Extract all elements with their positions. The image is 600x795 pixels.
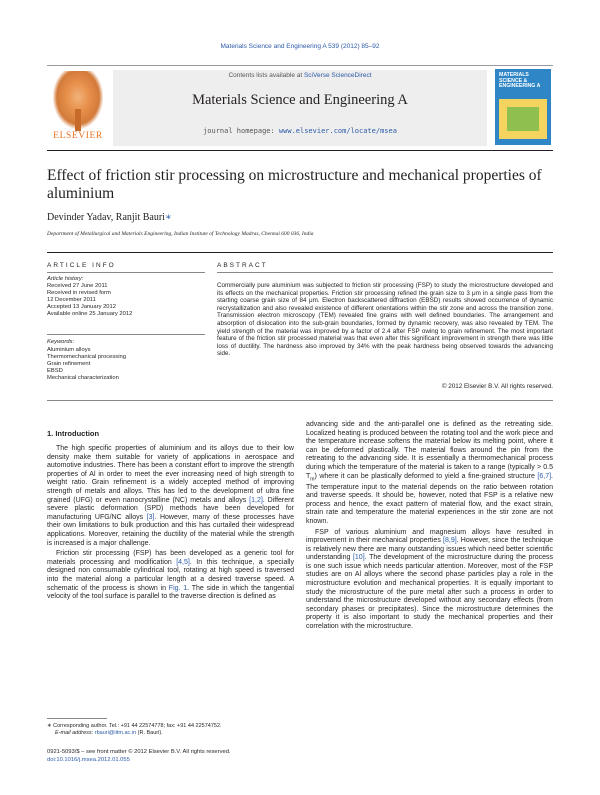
email-link[interactable]: rbauri@iitm.ac.in bbox=[94, 730, 137, 736]
history-accepted: Accepted 13 January 2012 bbox=[47, 304, 116, 311]
abstract-text: Commercially pure aluminium was subjected to friction stir processing (FSP) to study the microstructure developed and its effects on the mechanical properties. Friction stir processing refined the grain size to 3 μm in a single pass from the starting coarse grain size of 84 μm. Electron backscattered diffraction (EBSD) results showed occurrence of dynamic recrystallization and also revealed existence of different orientations within the stir zone and across the transition zone. Transmission electron microscopy (TEM) revealed fine grains with well defined boundaries. The arrangement and absorption of dislocation into the sub-grain boundaries, formed by dynamic recovery, was also revealed by TEM. The yield strength of the material was improved by a factor of 2.4 after FSP owing to grain refinement. The most important feature of the friction stir processed material was that even after this significant improvement in strength there was little loss of ductility. The hardness also improved by 34% with the peak hardness being observed towards the advancing side. bbox=[217, 282, 553, 358]
journal-homepage bbox=[113, 127, 487, 135]
history-received: Received 27 June 2011 bbox=[47, 283, 108, 290]
keywords-divider bbox=[47, 334, 205, 335]
journal-cover-thumbnail[interactable] bbox=[495, 69, 551, 145]
citation-link[interactable]: [3] bbox=[146, 513, 155, 521]
intro-paragraph-1: The high specific properties of aluminium and its alloys due to their low density make them suitable for variety of applications in aerospace and automotive industries. There has been a constant effort to improve the strength properties of Al in order to meet the ever increasing need of high strength to weight ratio. Grain refinement is a widely accepted method of improving strength of metals and alloys. This has led to the development of ultra fine grained (UFG) or even nanocrystalline (NC) metals and alloys [1,2]. Different severe plastic deformation (SPD) methods have been developed for manufacturing UFG/NC alloys [3]. However, many of these processes have their own limitations to bulk production and this has curtailed their widespread applications. Moreover, retaining the ductility of the material while the strength is increased is a major challenge. bbox=[47, 445, 294, 547]
article-info-divider bbox=[47, 272, 205, 273]
email-label: E-mail address: bbox=[55, 730, 94, 736]
history-revised-date: 12 December 2011 bbox=[47, 297, 96, 304]
keyword-item: Grain refinement bbox=[47, 361, 91, 368]
doi-link[interactable]: doi:10.1016/j.msea.2012.01.055 bbox=[47, 756, 130, 763]
citation-link[interactable]: [1,2] bbox=[249, 496, 263, 504]
abstract-heading: ABSTRACT bbox=[217, 262, 268, 269]
cover-title: MATERIALS SCIENCE & ENGINEERING A bbox=[499, 72, 541, 90]
cover-image-detail bbox=[507, 107, 539, 131]
homepage-link[interactable]: www.elsevier.com/locate/msea bbox=[278, 127, 397, 135]
journal-title: Materials Science and Engineering A bbox=[192, 92, 408, 108]
intro-paragraph-2: Friction stir processing (FSP) has been developed as a generic tool for materials processing and modification [4,5]. In this technique, a specially designed non consumable cylindrical tool, rotating at high speed is traversed into the material along a particular length at a desired traverse speed. A schematic of the process is shown in Fig. 1. The side in which the tangential velocity of the tool surface is parallel to the traverse direction is defined as bbox=[47, 550, 294, 601]
article-title: Effect of friction stir processing on microstructure and mechanical properties of aluminium bbox=[47, 167, 542, 202]
author-list bbox=[47, 212, 172, 223]
sciencedirect-link[interactable]: SciVerse ScienceDirect bbox=[303, 72, 372, 79]
contents-prefix: Contents lists available at bbox=[228, 72, 304, 79]
homepage-prefix: journal homepage: bbox=[203, 127, 279, 135]
keyword-item: Aluminium alloys bbox=[47, 347, 91, 354]
keyword-item: Thermomechanical processing bbox=[47, 354, 126, 361]
journal-masthead bbox=[47, 65, 553, 151]
corresponding-author-footnote bbox=[47, 723, 295, 737]
article-history bbox=[47, 276, 207, 319]
citation-link[interactable]: [8,9] bbox=[443, 537, 457, 545]
issn-block bbox=[47, 749, 347, 764]
keywords-label: Keywords: bbox=[47, 339, 75, 345]
abstract-bottom-divider bbox=[47, 400, 553, 401]
article-info-heading: ARTICLE INFO bbox=[47, 262, 116, 269]
footnote-contact: ∗ Corresponding author. Tel.: +91 44 22574778; fax: +91 44 22574752. bbox=[47, 723, 222, 729]
article-history-label: Article history: bbox=[47, 276, 84, 282]
journal-citation[interactable]: Materials Science and Engineering A 539 (2012) 85–92 bbox=[220, 43, 380, 50]
citation-link[interactable]: [6,7] bbox=[537, 472, 552, 480]
intro-paragraph-4: FSP of various aluminium and magnesium alloys have resulted in improvement in their mechanical properties [8,9]. However, since the technique is relatively new there are many outstanding issues which need better scientific understanding [10]. The development of the microstructure during the process is one such issue which needs particular attention. Moreover, most of the FSP studies are on Al alloys where the second phase particles play a role in the microstructure evolution and mechanical properties. It is equally important to study the microstructure of the pure metal after such a process in order to understand the microstructure developed without any secondary effects (from secondary phases or precipitates). Since the microstructure determines the property it is also important to study the mechanical properties and their correlation with the microstructure. bbox=[306, 528, 553, 631]
corresponding-author-mark[interactable]: ∗ bbox=[164, 212, 172, 223]
citation-link[interactable]: [10] bbox=[352, 554, 365, 562]
body-column-left bbox=[47, 445, 294, 602]
abstract-divider bbox=[217, 272, 553, 273]
keywords bbox=[47, 339, 207, 383]
masthead-band bbox=[113, 70, 487, 146]
elsevier-wordmark: ELSEVIER bbox=[53, 131, 103, 141]
keyword-item: Mechanical characterization bbox=[47, 375, 119, 382]
history-online: Available online 25 January 2012 bbox=[47, 311, 133, 318]
history-revised-label: Received in revised form bbox=[47, 290, 111, 297]
keyword-item: EBSD bbox=[47, 368, 63, 375]
citation-link[interactable]: [4,5] bbox=[176, 558, 190, 566]
author-affiliation: Department of Metallurgical and Materials Engineering, Indian Institute of Technology Madras, Chennai 600 036, India bbox=[47, 231, 314, 237]
footnote-email-line: E-mail address: rbauri@iitm.ac.in (R. Bauri). bbox=[55, 730, 163, 736]
body-column-right bbox=[306, 421, 553, 632]
copyright-notice: © 2012 Elsevier B.V. All rights reserved. bbox=[441, 383, 553, 390]
author-names: Devinder Yadav, Ranjit Bauri bbox=[47, 212, 165, 223]
footnote-rule bbox=[47, 718, 107, 719]
elsevier-logo[interactable] bbox=[47, 71, 109, 145]
top-divider bbox=[47, 252, 553, 253]
section-heading-introduction: 1. Introduction bbox=[47, 429, 100, 438]
contents-line bbox=[113, 72, 487, 79]
figure-link[interactable]: Fig. 1 bbox=[168, 584, 188, 592]
elsevier-tree-trunk bbox=[75, 109, 81, 131]
intro-paragraph-3: advancing side and the anti-parallel one is defined as the retreating side. Localized heating is produced between the rotating tool and the work piece and the temperature increase softens the material below its melting point, where it can be deformed plastically. The material flows around the pin from the retreating to the advancing side. It is essentially a thermomechanical process during which the temperature of the material is taken to a range (typically > 0.5 $T_m$) where it can be plastically deformed to yield a fine-grained structure [6,7]. The temperature input to the material depends on the ratio between rotation and traverse speeds. It should be, however, noted that FSP is a relative new process and hence, the exact pattern of material flow, and the exact strain, strain rate and temperature the material experiences in the stir zone are not known. bbox=[306, 421, 553, 525]
issn-line: 0921-5093/$ – see front matter © 2012 Elsevier B.V. All rights reserved. bbox=[47, 749, 231, 755]
